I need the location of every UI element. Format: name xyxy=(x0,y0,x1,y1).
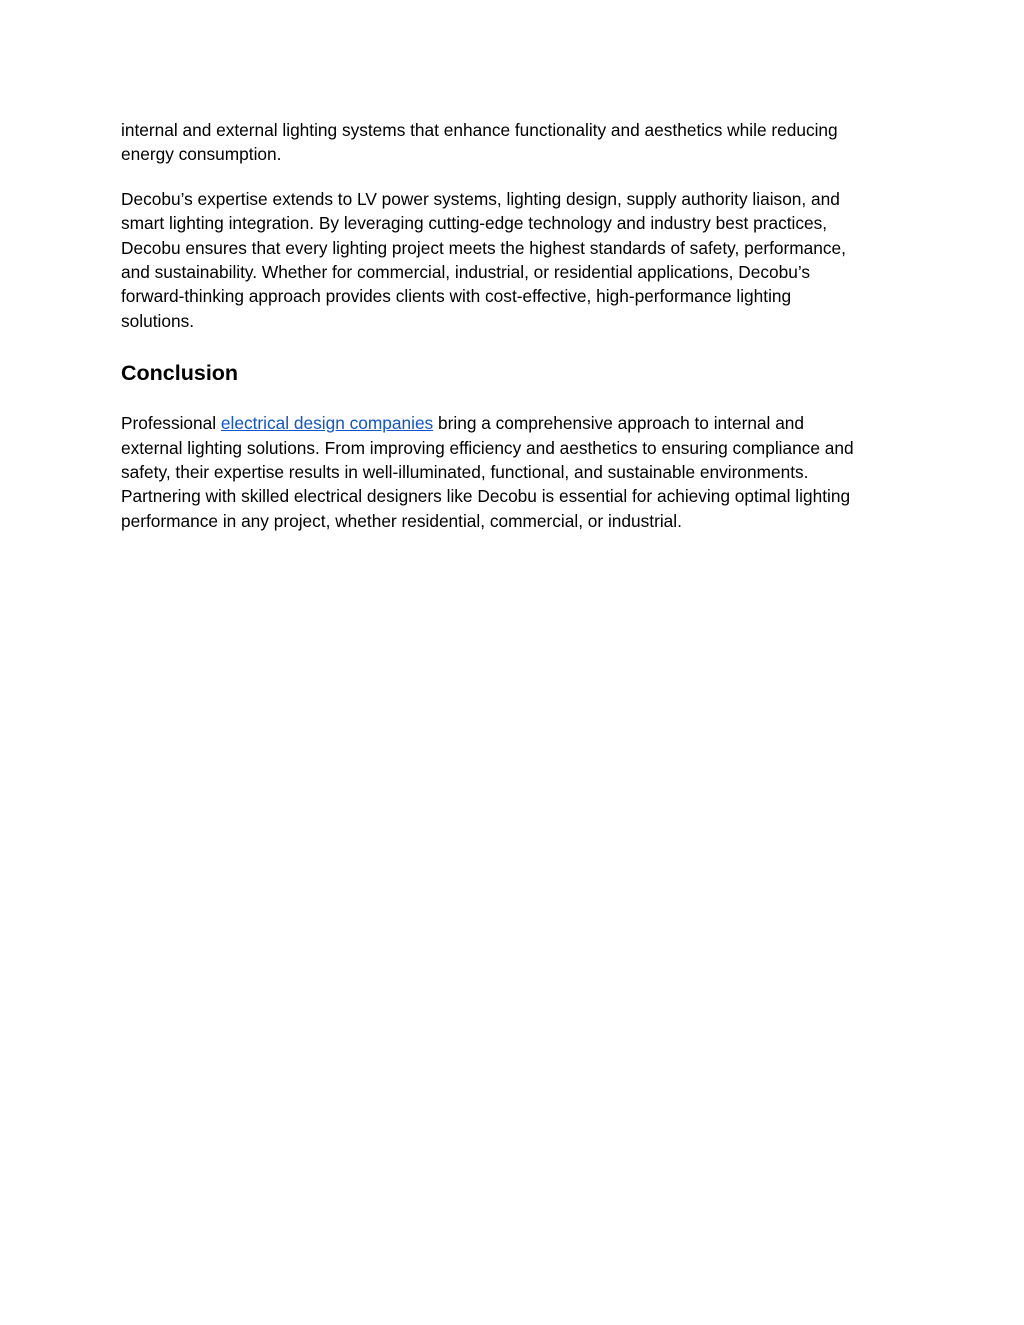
link-prefix-text: Professional xyxy=(121,413,221,434)
expertise-paragraph xyxy=(121,187,906,333)
paragraph-line: Partnering with skilled electrical designers like Decobu is essential for achieving optimal lighting xyxy=(121,486,851,507)
conclusion-heading: Conclusion xyxy=(121,361,239,386)
paragraph-line: external lighting solutions. From improving efficiency and aesthetics to ensuring compliance and xyxy=(121,437,854,458)
conclusion-paragraph xyxy=(121,411,906,533)
paragraph-line: energy consumption. xyxy=(121,144,282,165)
document-page xyxy=(121,118,906,533)
intro-paragraph xyxy=(121,118,906,167)
paragraph-line: safety, their expertise results in well-illuminated, functional, and sustainable environments. xyxy=(121,462,809,483)
paragraph-line: and sustainability. Whether for commercial, industrial, or residential applications, Decobu’s xyxy=(121,262,811,283)
electrical-design-companies-link[interactable]: electrical design companies xyxy=(220,413,434,434)
paragraph-line: Decobu ensures that every lighting project meets the highest standards of safety, performance, xyxy=(121,237,846,258)
paragraph-line xyxy=(121,411,906,435)
paragraph-line: solutions. xyxy=(121,310,195,331)
paragraph-line: forward-thinking approach provides clients with cost-effective, high-performance lighting xyxy=(121,286,792,307)
paragraph-line: Decobu’s expertise extends to LV power systems, lighting design, supply authority liaison, and xyxy=(121,188,840,209)
paragraph-line: performance in any project, whether residential, commercial, or industrial. xyxy=(121,510,682,531)
paragraph-line: smart lighting integration. By leveraging cutting-edge technology and industry best practices, xyxy=(121,213,828,234)
paragraph-line: internal and external lighting systems that enhance functionality and aesthetics while reducing xyxy=(121,120,838,140)
link-suffix-text: bring a comprehensive approach to internal and xyxy=(433,413,805,434)
